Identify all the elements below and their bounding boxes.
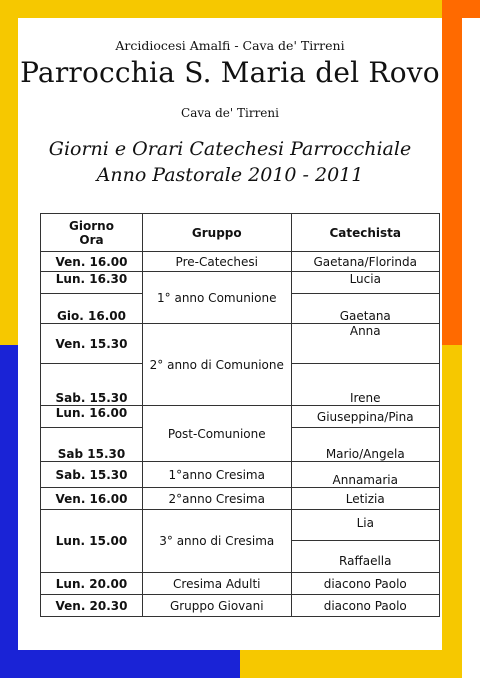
frame-bottom-yellow <box>240 650 462 678</box>
frame-right-orange <box>442 0 462 345</box>
header-day <box>41 214 143 252</box>
cell-group: Cresima Adulti <box>143 573 291 595</box>
cell-catechist: Annamaria <box>291 462 440 488</box>
cell-catechist: Letizia <box>291 488 440 510</box>
diocese-name: Arcidiocesi Amalfi - Cava de' Tirreni <box>115 38 345 53</box>
cell-group: 2°anno Cresima <box>143 488 291 510</box>
cell-group: 1° anno Comunione <box>143 272 291 324</box>
cell-day: Ven. 20.30 <box>41 595 143 617</box>
cell-catechist: Irene <box>291 364 440 406</box>
table-row <box>41 272 440 294</box>
cell-day: Sab. 15.30 <box>41 462 143 488</box>
cell-catechist: Giuseppina/Pina <box>291 406 440 428</box>
cell-day: Ven. 15.30 <box>41 324 143 364</box>
parish-title: Parrocchia S. Maria del Rovo <box>20 56 440 89</box>
cell-catechist: Gaetana <box>291 294 440 324</box>
cell-group: Pre-Catechesi <box>143 252 291 272</box>
cell-day: Lun. 16.30 <box>41 272 143 294</box>
table-row <box>41 595 440 617</box>
cell-day: Lun. 16.00 <box>41 406 143 428</box>
cell-catechist: Gaetana/Florinda <box>291 252 440 272</box>
cell-day: Ven. 16.00 <box>41 252 143 272</box>
frame-bottom-blue <box>0 650 240 678</box>
cell-group: Post-Comunione <box>143 406 291 462</box>
cell-day: Sab. 15.30 <box>41 364 143 406</box>
document-page <box>18 18 442 650</box>
cell-group: Gruppo Giovani <box>143 595 291 617</box>
cell-group: 3° anno di Cresima <box>143 510 291 573</box>
table-row <box>41 510 440 573</box>
cell-catechist: Mario/Angela <box>291 428 440 462</box>
cell-day: Lun. 20.00 <box>41 573 143 595</box>
cell-catechist: diacono Paolo <box>291 573 440 595</box>
cell-catechist <box>291 510 440 573</box>
cell-day: Sab 15.30 <box>41 428 143 462</box>
schedule-title: Giorni e Orari Catechesi Parrocchiale <box>48 138 412 160</box>
table-row <box>41 252 440 272</box>
header-day-line1: Giorno <box>69 218 114 233</box>
table-row <box>41 324 440 364</box>
header-day-line2: Ora <box>79 232 104 247</box>
cell-catechist: Anna <box>291 324 440 364</box>
cell-group: 2° anno di Comunione <box>143 324 291 406</box>
city-name: Cava de' Tirreni <box>181 106 279 120</box>
table-row <box>41 462 440 488</box>
frame-top-yellow <box>0 0 470 18</box>
cell-catechist-top: Lia <box>292 510 440 541</box>
header-group: Gruppo <box>143 214 291 252</box>
schedule-year: Anno Pastorale 2010 - 2011 <box>96 164 364 186</box>
cell-day: Lun. 15.00 <box>41 510 143 573</box>
table-row <box>41 406 440 428</box>
cell-day: Ven. 16.00 <box>41 488 143 510</box>
header-catechist: Catechista <box>291 214 440 252</box>
table-header-row <box>41 214 440 252</box>
cell-catechist: diacono Paolo <box>291 595 440 617</box>
table-row <box>41 488 440 510</box>
cell-day: Gio. 16.00 <box>41 294 143 324</box>
frame-left-blue <box>0 345 18 678</box>
schedule-table <box>40 213 440 617</box>
table-row <box>41 573 440 595</box>
cell-catechist-bottom: Raffaella <box>339 554 392 568</box>
frame-right-yellow <box>442 345 462 678</box>
frame-left-yellow <box>0 0 18 345</box>
cell-catechist: Lucia <box>291 272 440 294</box>
cell-group: 1°anno Cresima <box>143 462 291 488</box>
